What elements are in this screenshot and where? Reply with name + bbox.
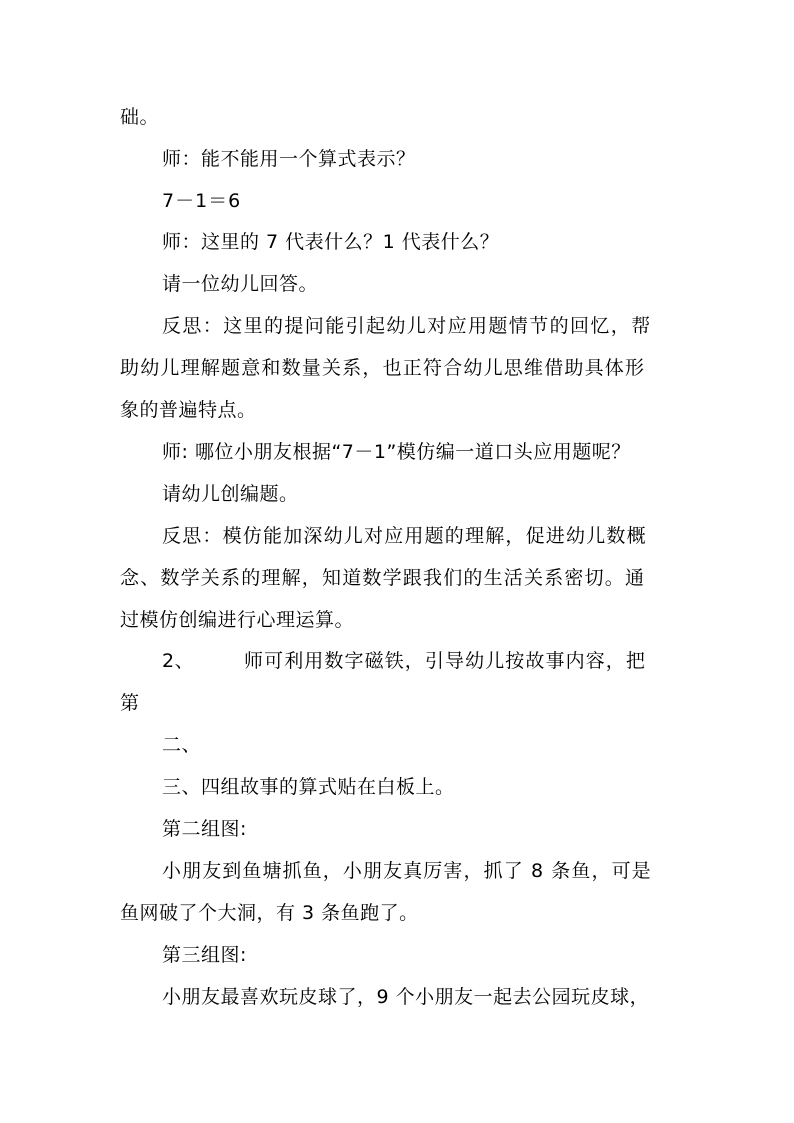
- section-label: 第三组图:: [162, 944, 247, 966]
- list-number: 2、: [162, 650, 195, 672]
- text-line: 师：能不能用一个算式表示？: [162, 148, 416, 170]
- text-line: 第: [120, 692, 140, 714]
- paragraph-line: 过模仿创编进行心理运算。: [120, 609, 355, 631]
- paragraph-line: 小朋友到鱼塘抓鱼，小朋友真厉害，抓了 8 条鱼，可是: [162, 860, 652, 882]
- paragraph-line: 反思：这里的提问能引起幼儿对应用题情节的回忆，帮: [162, 315, 652, 337]
- text-line: 师：这里的 7 代表什么？1 代表什么？: [162, 231, 500, 253]
- paragraph-line: 助幼儿理解题意和数量关系，也正符合幼儿思维借助具体形: [120, 357, 646, 379]
- text-line: 请一位幼儿回答。: [162, 273, 319, 295]
- list-item-text: 师可利用数字磁铁，引导幼儿按故事内容，把: [244, 650, 647, 672]
- paragraph-line: 象的普遍特点。: [120, 399, 257, 421]
- paragraph-line: 反思：模仿能加深幼儿对应用题的理解，促进幼儿数概: [162, 525, 647, 547]
- paragraph-line: 鱼网破了个大洞，有 3 条鱼跑了。: [120, 902, 419, 924]
- text-line: 师: 哪位小朋友根据“7－1”模仿编一道口头应用题呢？: [162, 441, 631, 463]
- text-line: 请幼儿创编题。: [162, 483, 299, 505]
- paragraph-line: 念、数学关系的理解，知道数学跟我们的生活关系密切。通: [120, 567, 646, 589]
- text-line: 础。: [120, 106, 160, 128]
- section-label: 第二组图:: [162, 818, 247, 840]
- paragraph-line: 小朋友最喜欢玩皮球了，9 个小朋友一起去公园玩皮球，: [162, 986, 650, 1008]
- equation-line: 7－1＝6: [162, 190, 242, 212]
- text-line: 二、: [162, 734, 202, 756]
- text-line: 三、四组故事的算式贴在白板上。: [162, 776, 455, 798]
